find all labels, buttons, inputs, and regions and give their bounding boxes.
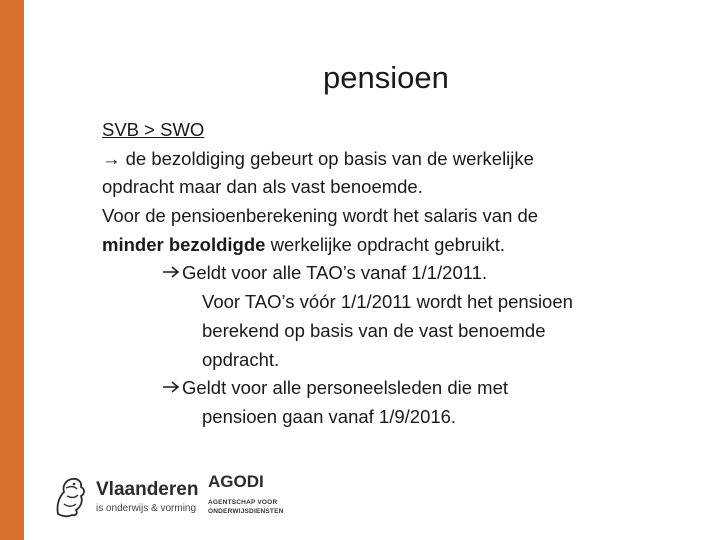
slide-title: pensioen [323, 60, 449, 95]
paragraph-line [102, 145, 702, 174]
slide-body [102, 116, 702, 432]
agodi-subtitle-line: AGENTSCHAP VOOR [208, 499, 278, 506]
arrow-icon: → [102, 147, 121, 169]
line-text: werkelijke opdracht gebruikt. [265, 233, 506, 255]
paragraph-line [102, 231, 702, 260]
line-text: Geldt voor alle personeelsleden die met [182, 377, 508, 399]
bullet-line [102, 374, 702, 403]
agodi-subtitle-line: ONDERWIJSDIENSTEN [208, 508, 284, 515]
paragraph-line: Voor de pensioenberekening wordt het salaris van de [102, 205, 539, 227]
accent-side-bar [0, 0, 24, 540]
vlaanderen-name: Vlaanderen [96, 479, 199, 500]
paragraph-line: opdracht. [202, 348, 280, 370]
agodi-subtitle [208, 498, 284, 516]
vlaanderen-logo [52, 472, 202, 522]
vlaanderen-tagline: is onderwijs & vorming [96, 503, 197, 514]
paragraph-line: opdracht maar dan als vast benoemde. [102, 176, 423, 198]
paragraph-line: pensioen gaan vanaf 1/9/2016. [202, 405, 457, 427]
line-text: de bezoldiging gebeurt op basis van de werkelijke [125, 147, 534, 169]
paragraph-line: Voor TAO’s vóór 1/1/2011 wordt het pensioen [202, 291, 573, 313]
bold-phrase: minder bezoldigde [102, 233, 266, 255]
agodi-logo [208, 472, 328, 522]
arrow-icon [162, 259, 182, 288]
line-text: Geldt voor alle TAO’s vanaf 1/1/2011. [182, 262, 488, 284]
paragraph-line: berekend op basis van de vast benoemde [202, 319, 546, 341]
section-heading: SVB > SWO [102, 119, 205, 140]
lion-icon [52, 474, 88, 518]
arrow-icon [162, 374, 182, 403]
agodi-name: AGODI [208, 472, 264, 491]
bullet-line [102, 259, 702, 288]
